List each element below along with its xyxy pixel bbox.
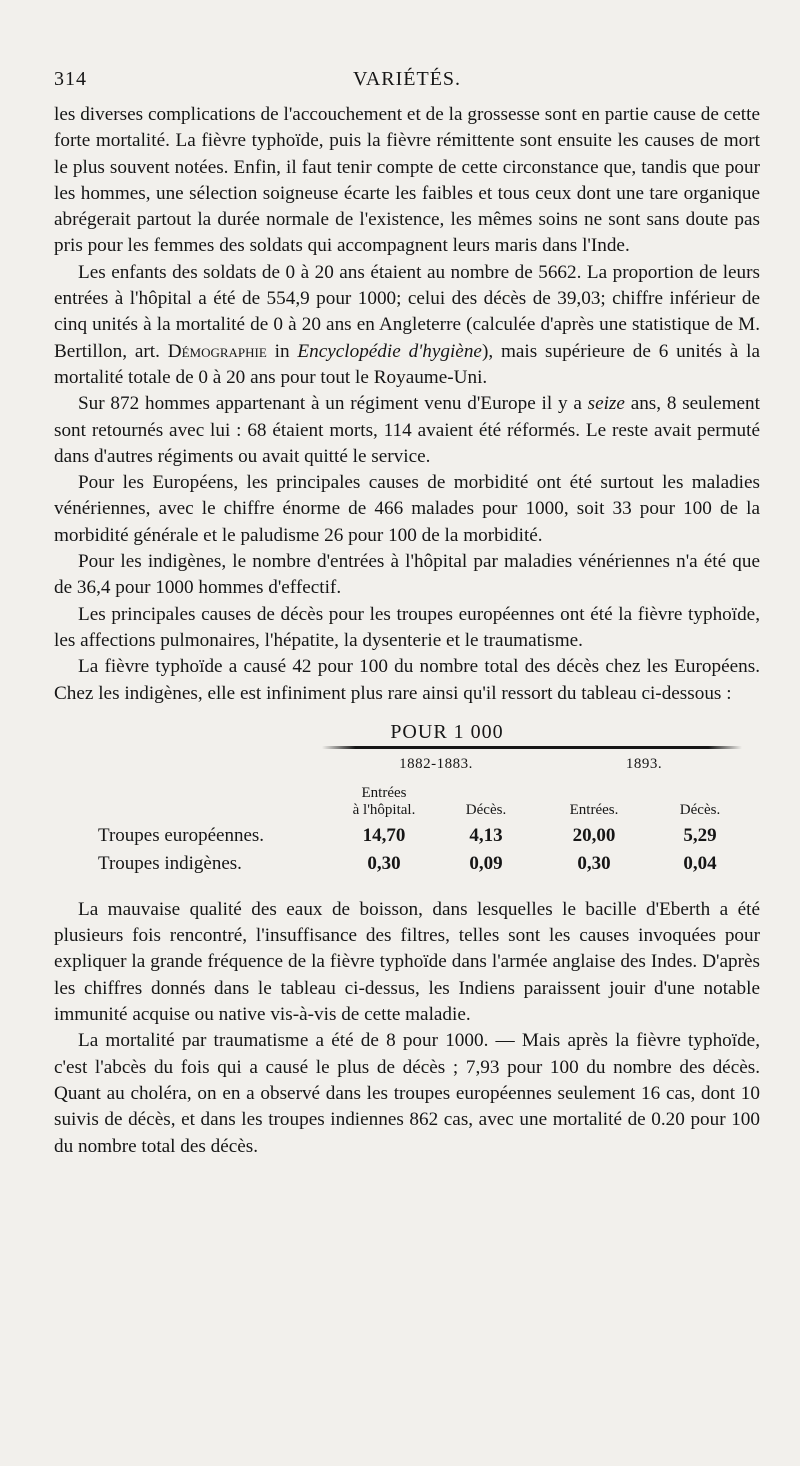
paragraph-1: les diverses complications de l'accouchement et de la grossesse sont en partie cause de cette forte mortalité. La fièvre typhoïde, puis la fièvre rémittente sont ensuite les causes de mort le plus souvent notées. Enfin, il faut tenir compte de cette circonstance que, tandis que pour les hommes, une sélection soigneuse écarte les faibles et tous ceux dont une tare organique abrégerait partout la durée normale de l'existence, les mêmes soins ne sont sans doute pas pris pour les femmes des soldats qui accompagnent leurs maris dans l'Inde. bbox=[54, 104, 760, 257]
table-cell: 0,30 bbox=[367, 852, 401, 874]
table-cell: 0,30 bbox=[577, 852, 611, 874]
running-title: VARIÉTÉS. bbox=[352, 68, 462, 90]
paragraph-2 bbox=[54, 260, 760, 391]
table-cell: 0,09 bbox=[469, 852, 503, 874]
table-cell: 20,00 bbox=[572, 824, 616, 846]
paragraph-3-text-a: Sur 872 hommes appartenant à un régiment venu d'Europe il y a bbox=[78, 393, 588, 415]
col-header-deces-2: Décès. bbox=[679, 801, 721, 818]
col-header-entrees-line1: Entrées bbox=[361, 784, 407, 801]
year-header-1893: 1893. bbox=[625, 756, 663, 773]
page-header bbox=[54, 68, 760, 102]
row-label: Troupes européennes. bbox=[98, 824, 265, 846]
table-title-rule bbox=[322, 746, 742, 749]
table-title: POUR 1 000 bbox=[390, 720, 504, 743]
page-number: 314 bbox=[54, 68, 87, 90]
table-row bbox=[98, 819, 750, 847]
table-year-row bbox=[98, 751, 750, 779]
table-cell: 4,13 bbox=[469, 824, 503, 846]
paragraph-2-text-c: ), mais supérieure de 6 unités à la mortalité totale de 0 à 20 ans pour tout le Royaume-Uni. bbox=[54, 340, 760, 388]
paragraph-3 bbox=[54, 391, 760, 470]
col-header-entrees-line2: à l'hôpital. bbox=[352, 801, 416, 818]
paragraph-6: Les principales causes de décès pour les troupes européennes ont été la fièvre typhoïde, les affections pulmonaires, l'hépatite, la dysenterie et le traumatisme. bbox=[54, 603, 760, 651]
statistics-table bbox=[98, 751, 750, 875]
paragraph-5: Pour les indigènes, le nombre d'entrées à l'hôpital par maladies vénériennes n'a été que de 36,4 pour 1000 hommes d'effectif. bbox=[54, 551, 760, 599]
paragraph-8: La mauvaise qualité des eaux de boisson, dans lesquelles le bacille d'Eberth a été plusieurs fois rencontré, l'insuffisance des filtres, telles sont les causes invoquées pour expliquer la grande fréquence de la fièvre typhoïde dans l'armée anglaise des Indes. D'après les chiffres donnés dans le tableau ci-dessus, les Indiens paraissent jouir d'une notable immunité acquise ou native vis-à-vis de cette maladie. bbox=[54, 898, 760, 1026]
paragraph-2-text-a: Les enfants des soldats de 0 à 20 ans étaient au nombre de 5662. La proportion de leurs entrées à l'hôpital a été de 554,9 pour 1000; celui des décès de 39,03; chiffre inférieur de cinq unités à la mortalité de 0 à 20 ans en Angleterre (calculée d'après une statistique de M. Bertillon, art. bbox=[54, 261, 760, 362]
paragraph-3-text-b: ans, 8 seulement sont retournés avec lui : 68 étaient morts, 114 avaient été réformés. Le reste avait permuté dans d'autres régiments ou avait quitté le service. bbox=[54, 393, 760, 467]
paragraph-3-italic: seize bbox=[587, 393, 625, 415]
col-header-entrees-2: Entrées. bbox=[569, 801, 619, 818]
table-cell: 5,29 bbox=[683, 824, 717, 846]
row-label: Troupes indigènes. bbox=[98, 852, 242, 874]
table-cell: 14,70 bbox=[362, 824, 406, 846]
paragraph-2-text-b: in bbox=[266, 340, 298, 362]
paragraph-2-italic: Encyclopédie d'hygiène bbox=[297, 340, 482, 362]
col-header-entrees-hopital bbox=[334, 779, 434, 819]
paragraph-7: La fièvre typhoïde a causé 42 pour 100 du nombre total des décès chez les Européens. Chez les indigènes, elle est infiniment plus rare ainsi qu'il ressort du tableau ci-dessous : bbox=[54, 656, 760, 704]
year-header-1882: 1882-1883. bbox=[399, 756, 473, 773]
table-cell: 0,04 bbox=[683, 852, 717, 874]
paragraph-9: La mortalité par traumatisme a été de 8 pour 1000. — Mais après la fièvre typhoïde, c'est l'abcès du fois qui a causé le plus de décès ; 7,93 pour 100 du nombre des décès. Quant au choléra, on en a observé dans les troupes européennes seulement 16 cas, dont 10 suivis de décès, et dans les troupes indiennes 862 cas, avec une mortalité de 0.20 pour 100 du nombre total des décès. bbox=[54, 1030, 760, 1157]
paragraph-2-smallcaps: Démographie bbox=[167, 340, 267, 362]
table-row bbox=[98, 847, 750, 875]
paragraph-4: Pour les Européens, les principales causes de morbidité ont été surtout les maladies vénériennes, avec le chiffre énorme de 466 malades pour 1000, soit 33 pour 100 de la morbidité générale et le paludisme 26 pour 100 de la morbidité. bbox=[54, 472, 760, 546]
table-header-row bbox=[98, 779, 750, 819]
col-header-deces-1: Décès. bbox=[465, 801, 507, 818]
